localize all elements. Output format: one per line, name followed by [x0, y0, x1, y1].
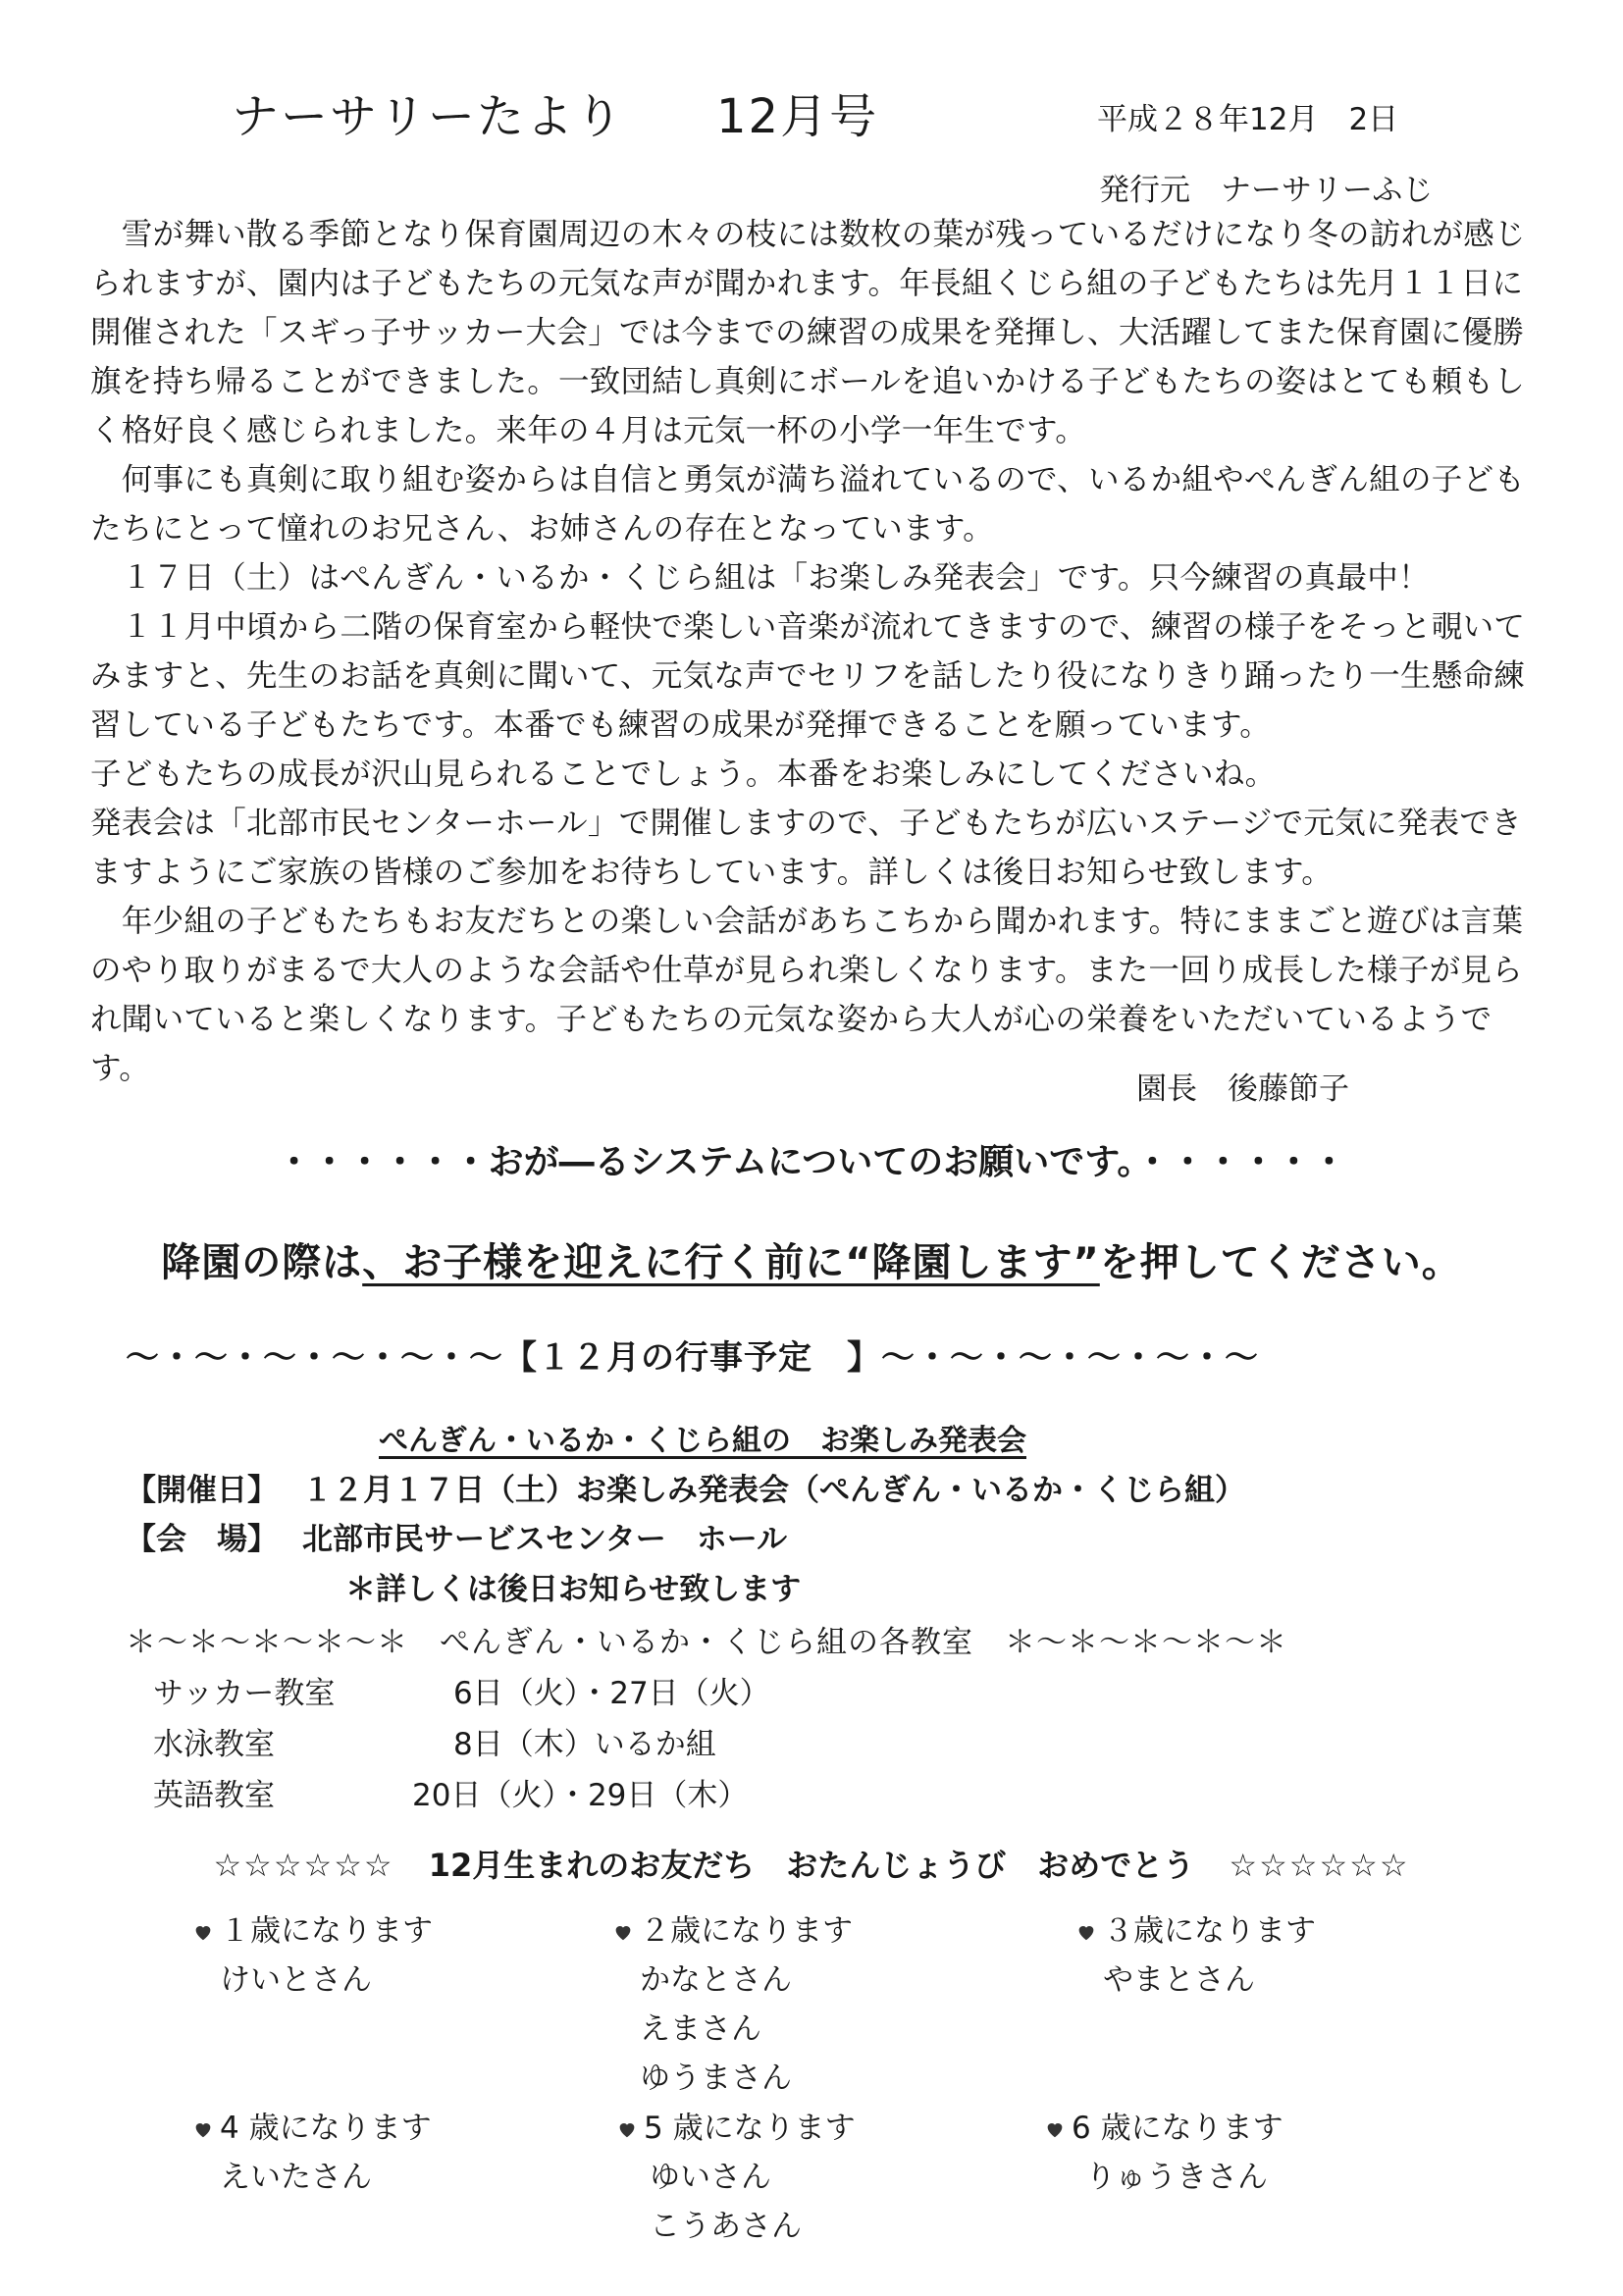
birthday-age: 6 歳になります	[1072, 2111, 1283, 2146]
child-name: けいとさん	[220, 1962, 372, 1998]
events-heading: ～・～・～・～・～・～【１２月の行事予定 】～・～・～・～・～・～	[126, 1338, 1259, 1378]
heart-icon	[192, 1921, 214, 1943]
principal-message	[90, 210, 1543, 1093]
child-name: こうあさん	[650, 2209, 802, 2244]
star-decoration: ☆☆☆☆☆☆	[1229, 1847, 1410, 1884]
publisher-line: 発行元 ナーサリーふじ	[1099, 173, 1434, 208]
newsletter-header	[0, 0, 1623, 206]
child-name: えまさん	[640, 2011, 761, 2047]
birthday-group-age-5	[616, 2104, 856, 2251]
heart-icon	[616, 2118, 638, 2140]
notice-instruction	[0, 1231, 1623, 1287]
event-note: ＊詳しくは後日お知らせ致します	[345, 1572, 802, 1607]
notice-pre: 降園の際は	[161, 1240, 363, 1285]
birthday-group-age-4	[192, 2104, 432, 2202]
birthday-group-age-2	[612, 1906, 853, 2103]
birthday-age: ２歳になります	[640, 1913, 853, 1949]
message-paragraph: 何事にも真剣に取り組む姿からは自信と勇気が満ち溢れているので、いるか組やぺんぎん組の子どもたちにとって憧れのお兄さん、お姉さんの存在となっています。	[90, 462, 1526, 547]
notice-post: を押してください。	[1099, 1240, 1462, 1285]
heart-icon	[192, 2118, 214, 2140]
birthday-group-age-1	[192, 1906, 433, 2005]
birthday-age: １歳になります	[220, 1913, 433, 1949]
child-name: ゆうまさん	[640, 2061, 792, 2096]
issue-date: 平成２８年12月 2日	[1097, 102, 1399, 137]
message-paragraph: １７日（土）はぺんぎん・いるか・くじら組は「お楽しみ発表会」です。只今練習の真最中！	[90, 560, 1430, 596]
message-paragraph: 発表会は「北部市民センターホール」で開催しますので、子どもたちが広いステージで元気に発表できますようにご家族の皆様のご参加をお待ちしています。詳しくは後日お知らせ致します。	[90, 806, 1523, 890]
birthday-age: 5 歳になります	[644, 2111, 856, 2146]
event-row-value: 北部市民サービスセンター ホール	[302, 1522, 788, 1557]
class-name: 水泳教室	[153, 1727, 275, 1762]
child-name: えいたさん	[220, 2160, 372, 2195]
message-paragraph: 年少組の子どもたちもお友だちとの楽しい会話があちこちから聞かれます。特にままごと遊びは言葉のやり取りがまるで大人のような会話や仕草が見られ楽しくなります。また一回り成長した様子が見られ聞いていると楽しくなります。子どもたちの元気な姿から大人が心の栄養をいただいているようです。	[90, 904, 1524, 1086]
message-paragraph: １１月中頃から二階の保育室から軽快で楽しい音楽が流れてきますので、練習の様子をそっと覗いてみますと、先生のお話を真剣に聞いて、元気な声でセリフを話したり役になりきり踊ったり一生懸命練習している子どもたちです。本番でも練習の成果が発揮できることを願っています。	[90, 609, 1526, 743]
newsletter-title: ナーサリーたより	[232, 89, 625, 144]
class-dates: 8日（木）いるか組	[453, 1727, 716, 1762]
class-dates: 20日（火）・29日（木）	[412, 1778, 749, 1813]
child-name: かなとさん	[640, 1962, 792, 1998]
notice-underlined: 、お子様を迎えに行く前に“降園します”	[362, 1240, 1100, 1285]
birthday-group-age-6	[1044, 2104, 1283, 2202]
principal-signature: 園長 後藤節子	[1136, 1071, 1349, 1107]
birthday-heading	[0, 1841, 1623, 1886]
birthday-heading-text: 12月生まれのお友だち おたんじょうび おめでとう	[428, 1847, 1195, 1884]
birthday-age: ３歳になります	[1103, 1913, 1316, 1949]
child-name: りゅうきさん	[1085, 2160, 1268, 2195]
issue-label: 12月号	[716, 89, 879, 144]
heart-icon	[1044, 2118, 1066, 2140]
birthday-age: 4 歳になります	[220, 2111, 432, 2146]
event-row-value: １２月１７日（土）お楽しみ発表会（ぺんぎん・いるか・くじら組）	[302, 1473, 1245, 1508]
heart-icon	[1075, 1921, 1097, 1943]
message-paragraph: 子どもたちの成長が沢山見られることでしょう。本番をお楽しみにしてくださいね。	[90, 757, 1277, 792]
class-dates: 6日（火）・27日（火）	[453, 1676, 770, 1711]
classes-heading: ＊～＊～＊～＊～＊ ぺんぎん・いるか・くじら組の各教室 ＊～＊～＊～＊～＊	[126, 1625, 1287, 1660]
event-subtitle: ぺんぎん・いるか・くじら組の お楽しみ発表会	[379, 1424, 1026, 1458]
child-name: ゆいさん	[650, 2160, 771, 2195]
event-venue-row	[126, 1514, 787, 1558]
star-decoration: ☆☆☆☆☆☆	[213, 1847, 394, 1884]
event-row-label: 【開催日】	[126, 1473, 278, 1508]
class-name: 英語教室	[153, 1778, 275, 1813]
notice-heading: ・・・・・・おが―るシステムについてのお願いです。・・・・・・	[276, 1142, 1347, 1182]
event-row-label: 【会 場】	[126, 1522, 278, 1557]
event-date-row	[126, 1465, 1245, 1509]
heart-icon	[612, 1921, 634, 1943]
birthday-group-age-3	[1075, 1906, 1316, 2005]
class-name: サッカー教室	[153, 1676, 336, 1711]
message-paragraph: 雪が舞い散る季節となり保育園周辺の木々の枝には数枚の葉が残っているだけになり冬の訪れが感じられますが、園内は子どもたちの元気な声が聞かれます。年長組くじら組の子どもたちは先月１１日に開催された「スギっ子サッカー大会」では今までの練習の成果を発揮し、大活躍してまた保育園に優勝旗を持ち帰ることができました。一致団結し真剣にボールを追いかける子どもたちの姿はとても頼もしく格好良く感じられました。来年の４月は元気一杯の小学一年生です。	[90, 217, 1526, 448]
child-name: やまとさん	[1103, 1962, 1255, 1998]
